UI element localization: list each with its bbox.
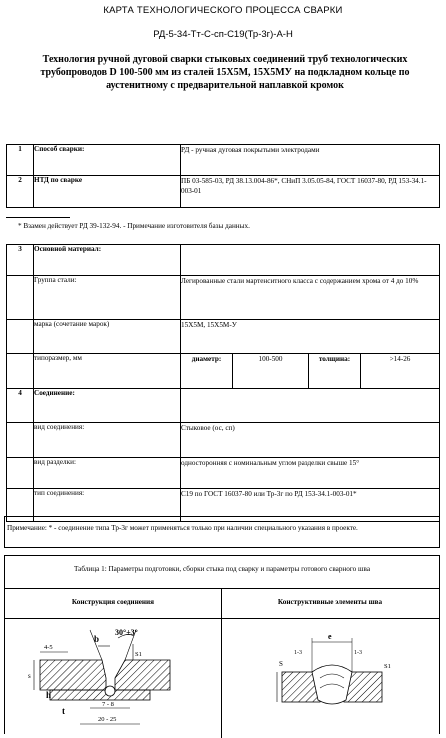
angle-label: 30°±3° [115,628,138,637]
card-title: КАРТА ТЕХНОЛОГИЧЕСКОГО ПРОЦЕССА СВАРКИ [103,5,343,16]
sections-1-2-table [6,144,440,208]
s1-label: S1 [135,651,142,658]
grade-label: марка (сочетание марок) [34,320,181,354]
grade-row [7,320,440,354]
dim-4-5-label: 4-5 [44,644,53,651]
note-box [4,516,440,548]
section-2-num: 2 [7,176,34,208]
table-1-col-elements: Конструктивные элементы шва [277,598,383,606]
steel-group-label: Группа стали: [34,276,181,320]
diameter-value: 100-500 [233,354,309,389]
s-right-label: S [279,660,283,668]
section-2-label: НТД по сварке [34,176,181,208]
thickness-value: >14-26 [361,354,440,389]
section-1-row [7,145,440,176]
t-label: t [62,706,65,716]
dim-7-8-label: 7 - 8 [102,701,114,708]
section-3-num: 3 [7,245,34,276]
backing-ring [50,690,150,700]
bevel-row [7,458,440,489]
s1-right-label: S1 [384,663,391,670]
section-2-value: ПБ 03-585-03, РД 38.13.004-86*, СНиП 3.05.05-84, ГОСТ 16037-80, РД 153-34.1-003-01 [181,176,440,208]
section-3-row [7,245,440,276]
joint-type-label: вид соединения: [34,423,181,458]
joint-code-label: тип соединения: [34,489,181,522]
sections-3-4-table [6,244,440,522]
table-1-col-construction: Конструкция соединения [71,598,155,606]
b-label: b [94,634,100,644]
joint-type-row [7,423,440,458]
footnote-rule [6,217,70,218]
section-1-label: Способ сварки: [34,145,181,176]
section-2-row [7,176,440,208]
size-label: типоразмер, мм [34,354,181,389]
bevel-label: вид разделки: [34,458,181,489]
e-label: e [328,632,332,641]
left-plate [40,660,106,690]
section-4-row [7,389,440,423]
root-gap-marker [105,686,115,696]
document-title: Технология ручной дуговой сварки стыковых соединений труб технологических трубопроводов D 100-500 мм из сталей 15Х5М, 15Х5МУ на подкладном кольце по аустенитному с предварительной наплавкой кромок [40,54,410,91]
bevel-value: односторонняя с номинальным углом разделки свыше 15° [181,458,440,489]
thickness-label: толщина: [309,354,361,389]
diameter-label: диаметр: [181,354,233,389]
s-label: s [28,672,31,680]
joint-construction-drawing [10,620,210,734]
table-1-caption: Таблица 1: Параметры подготовки, сборки стыка под сварку и параметры готового сварного шва [73,565,371,573]
size-row [7,354,440,389]
steel-group-value: Легированные стали мартенситного класса с содержанием хрома от 4 до 10% [181,276,440,320]
dim-1-3-right-label: 1-3 [354,650,362,656]
section-4-label: Соединение: [34,389,181,423]
section-3-label: Основной материал: [34,245,181,276]
section-4-num: 4 [7,389,34,423]
section-1-value: РД - ручная дуговая покрытыми электродами [181,145,440,176]
dim-1-3-left-label: 1-3 [294,650,302,656]
weld-bead [312,665,352,704]
footnote: * Взамен действует РД 39-132-94. - Примечание изготовителя базы данных. [18,222,250,230]
dim-20-25-label: 20 - 25 [98,716,117,723]
right-plate [115,660,170,690]
steel-group-row [7,276,440,320]
joint-code-value: С19 по ГОСТ 16037-80 или Тр-3г по РД 153-34.1-003-01* [181,489,440,522]
weld-elements-drawing [272,622,392,734]
grade-value: 15Х5М, 15Х5М-У [181,320,440,354]
card-code: РД-5-34-Тт-С-сп-С19(Тр-3г)-А-Н [153,29,293,40]
note-text: Примечание: * - соединение типа Тр-3г может применяться только при наличии специального указания в проекте. [7,524,358,532]
h-label: h [46,690,52,700]
joint-type-value: Стыковое (ос, сп) [181,423,440,458]
section-1-num: 1 [7,145,34,176]
